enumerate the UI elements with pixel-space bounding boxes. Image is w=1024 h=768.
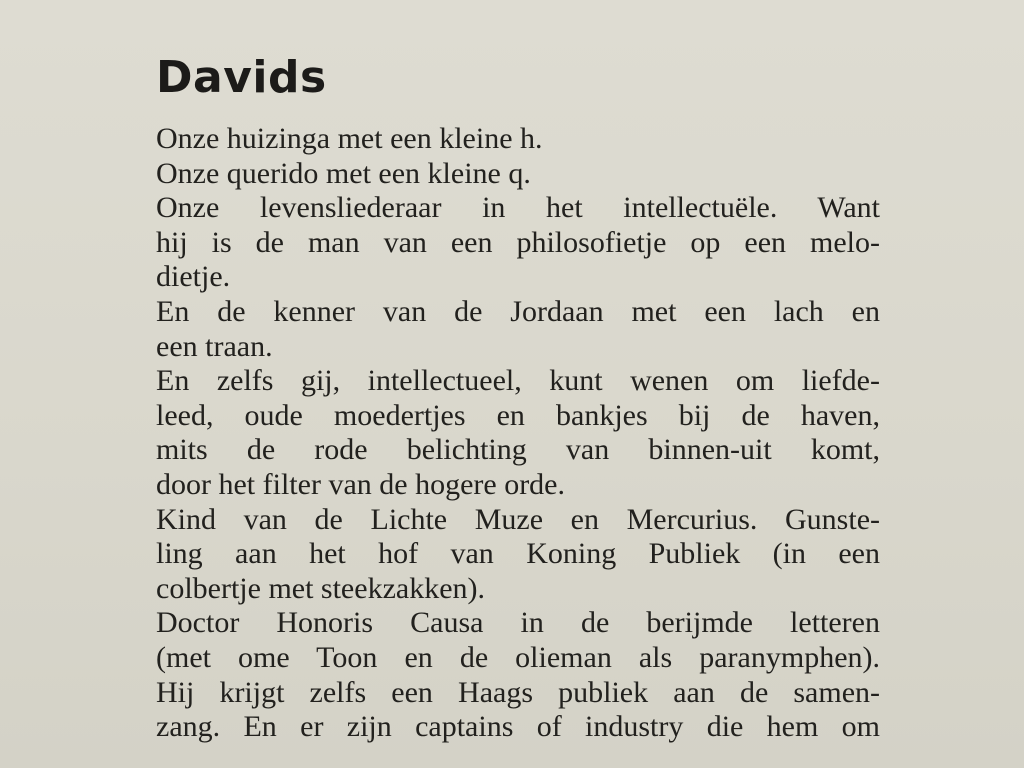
text-line-12: Kind van de Lichte Muze en Mercurius. Gunste-	[156, 502, 880, 536]
text-line-13: ling aan het hof van Koning Publiek (in een	[156, 537, 880, 571]
text-line-4: hij is de man van een philosofietje op een melo-	[156, 225, 880, 259]
text-line-15: Doctor Honoris Causa in de berijmde letteren	[156, 606, 880, 640]
text-line-18: zang. En er zijn captains of industry die hem om	[156, 710, 880, 744]
text-line-10: mits de rode belichting van binnen-uit komt,	[156, 433, 880, 467]
text-line-3: Onze levensliederaar in het intellectuële. Want	[156, 191, 880, 225]
text-line-17: Hij krijgt zelfs een Haags publiek aan de samen-	[156, 675, 880, 709]
text-line-16: (met ome Toon en de olieman als paranymphen).	[156, 640, 880, 674]
body-text	[156, 122, 880, 745]
page-title: Davids	[156, 52, 327, 103]
text-line-5: dietje.	[156, 260, 231, 294]
text-line-14: colbertje met steekzakken).	[156, 571, 486, 605]
text-line-11: door het filter van de hogere orde.	[156, 467, 565, 501]
text-line-2: Onze querido met een kleine q.	[156, 156, 531, 190]
text-line-1: Onze huizinga met een kleine h.	[156, 122, 543, 155]
text-line-6: En de kenner van de Jordaan met een lach en	[156, 294, 880, 328]
text-line-8: En zelfs gij, intellectueel, kunt wenen om liefde-	[156, 364, 880, 398]
text-line-9: leed, oude moedertjes en bankjes bij de haven,	[156, 398, 880, 432]
text-line-7: een traan.	[156, 329, 273, 363]
